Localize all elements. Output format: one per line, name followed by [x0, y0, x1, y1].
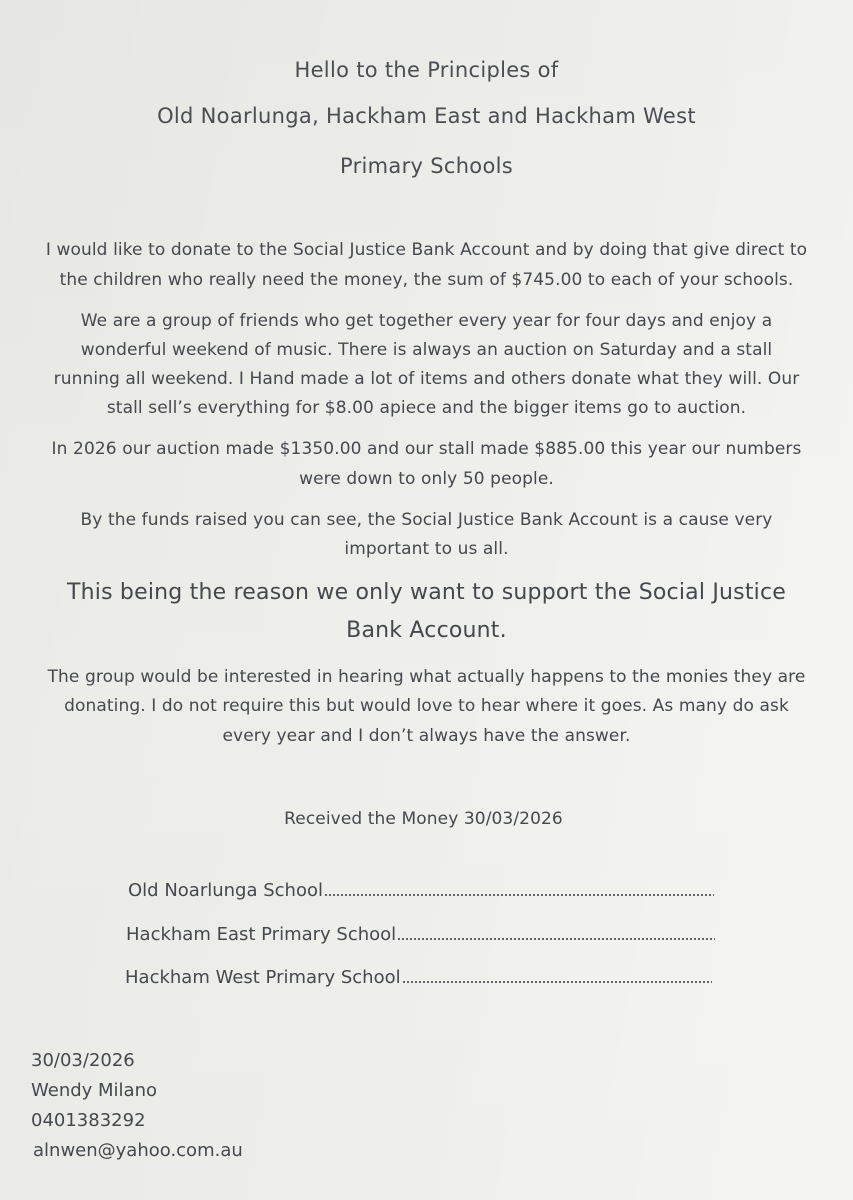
heading-line-2: Old Noarlunga, Hackham East and Hackham West: [157, 104, 696, 128]
paragraph-4-line-2: important to us all.: [344, 539, 509, 559]
contact-name: Wendy Milano: [31, 1080, 158, 1101]
contact-phone: 0401383292: [31, 1110, 146, 1131]
contact-email: alnwen@yahoo.com.au: [33, 1140, 243, 1161]
signature-label: Old Noarlunga School: [128, 880, 323, 901]
paragraph-2-line-3: running all weekend. I Hand made a lot of items and others donate what they will. Our: [53, 369, 800, 389]
signature-dotted-line: [397, 938, 715, 940]
paragraph-5-line-2: donating. I do not require this but would love to hear where it goes. As many do ask: [64, 696, 789, 716]
emphasis-line-1: This being the reason we only want to support the Social Justice: [66, 580, 786, 605]
paragraph-1-line-1: I would like to donate to the Social Justice Bank Account and by doing that give direct to: [45, 240, 808, 260]
paragraph-4-line-1: By the funds raised you can see, the Social Justice Bank Account is a cause very: [80, 510, 773, 530]
signature-dotted-line: [402, 981, 712, 983]
paragraph-2-line-1: We are a group of friends who get together every year for four days and enjoy a: [80, 311, 773, 331]
signature-line-hackham-east: [126, 924, 715, 945]
heading-line-3: Primary Schools: [340, 154, 513, 178]
paragraph-3-line-1: In 2026 our auction made $1350.00 and our stall made $885.00 this year our numbers: [51, 439, 802, 459]
emphasis-line-2: Bank Account.: [346, 618, 507, 643]
paragraph-1-line-2: the children who really need the money, the sum of $745.00 to each of your schools.: [59, 270, 794, 290]
paragraph-2-line-2: wonderful weekend of music. There is always an auction on Saturday and a stall: [80, 340, 773, 360]
heading-line-1: Hello to the Principles of: [294, 58, 559, 82]
signature-dotted-line: [324, 894, 714, 896]
received-line: Received the Money 30/03/2026: [284, 809, 563, 829]
paragraph-3-line-2: were down to only 50 people.: [299, 469, 554, 489]
signature-label: Hackham West Primary School: [125, 967, 401, 988]
paragraph-5-line-3: every year and I don’t always have the answer.: [222, 726, 631, 746]
paragraph-2-line-4: stall sell’s everything for $8.00 apiece and the bigger items go to auction.: [106, 398, 747, 418]
contact-date: 30/03/2026: [31, 1050, 135, 1071]
signature-line-hackham-west: [125, 967, 712, 988]
signature-line-old-noarlunga: [128, 880, 714, 901]
signature-label: Hackham East Primary School: [126, 924, 397, 945]
paragraph-5-line-1: The group would be interested in hearing what actually happens to the monies they are: [47, 667, 806, 687]
